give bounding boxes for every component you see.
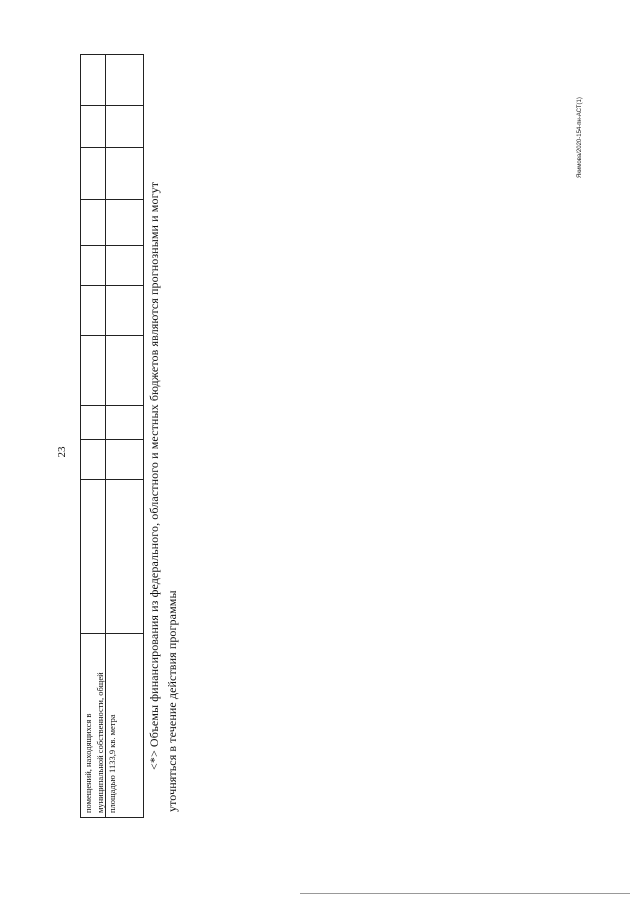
footnote-line-2: уточняться в течение действия программы [165,590,179,812]
document-code: Якимова/2020-154-пн-АСТ(1) [577,97,583,178]
table-row-divider [81,405,143,406]
table-row-divider [81,147,143,148]
table-row-divider [81,335,143,336]
table-row-divider [81,199,143,200]
table-row-divider [81,285,143,286]
table-row-divider [81,105,143,106]
table-row-divider [81,479,143,480]
table-row-divider [81,633,143,634]
table-row-divider [81,439,143,440]
table-cell-description: помещений, находящихся в муниципальной собственности, общей площадью 1133,9 кв. метра [83,672,117,813]
footnote-line-1: <*> Объемы финансирования из федерального, областного и местных бюджетов являются прогнозными и могут [147,181,161,770]
page-number: 23 [56,446,68,458]
scan-edge-line [300,893,630,894]
table-row-divider [81,245,143,246]
